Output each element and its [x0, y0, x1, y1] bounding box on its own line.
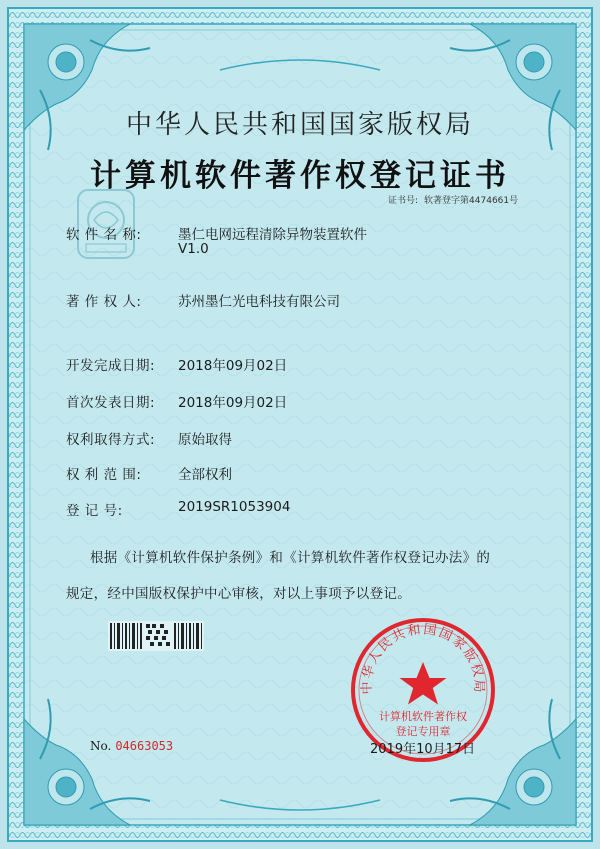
- issuer-name: 中华人民共和国国家版权局: [125, 110, 474, 140]
- field-value-version: V1.0: [178, 241, 209, 257]
- serial-number: [90, 739, 173, 753]
- serial-value: 04663053: [115, 739, 174, 753]
- certificate-number: [388, 193, 524, 206]
- seal-ring-textpath: 中华人民共和国国家版权局: [359, 622, 487, 695]
- certificate-number-label: 证书号:: [388, 196, 419, 206]
- field-value: 苏州墨仁光电科技有限公司: [178, 294, 340, 310]
- seal-center-line-1: 计算机软件著作权: [379, 710, 467, 723]
- serial-label: No.: [90, 739, 112, 753]
- statement-line-2: 规定，经中国版权保护中心审核，对以上事项予以登记。: [66, 586, 411, 602]
- barcode-icon: [108, 621, 204, 651]
- field-label: 开发完成日期:: [66, 358, 156, 374]
- issue-date: 2019年10月17日: [370, 742, 476, 757]
- field-value: 全部权利: [178, 467, 232, 483]
- field-value: 2019SR1053904: [178, 499, 291, 515]
- seal-star-icon: [400, 662, 447, 705]
- certificate-title: 计算机软件著作权登记证书: [90, 158, 510, 194]
- field-label: 登 记 号:: [66, 503, 123, 519]
- certificate-number-value: 软著登字第4474661号: [424, 196, 519, 206]
- field-publication-date: [66, 391, 288, 411]
- field-label: 软 件 名 称:: [66, 227, 142, 243]
- seal-center-line-2: 登记专用章: [395, 725, 451, 738]
- field-rights-scope: [66, 463, 232, 483]
- field-registration-number: [66, 499, 291, 519]
- field-label: 权利取得方式:: [66, 432, 156, 448]
- field-value: 墨仁电网远程清除异物装置软件: [178, 227, 367, 243]
- field-value: 2018年09月02日: [178, 358, 288, 374]
- field-copyright-holder: [66, 290, 340, 310]
- field-development-date: [66, 354, 288, 374]
- field-label: 权 利 范 围:: [66, 467, 142, 483]
- field-label: 著 作 权 人:: [66, 294, 142, 310]
- field-value: 原始取得: [178, 432, 232, 448]
- field-label: 首次发表日期:: [66, 395, 156, 411]
- statement-line-1: 根据《计算机软件保护条例》和《计算机软件著作权登记办法》的: [90, 550, 491, 566]
- field-value: 2018年09月02日: [178, 395, 288, 411]
- field-software-name: [66, 223, 367, 257]
- field-acquisition-method: [66, 428, 232, 448]
